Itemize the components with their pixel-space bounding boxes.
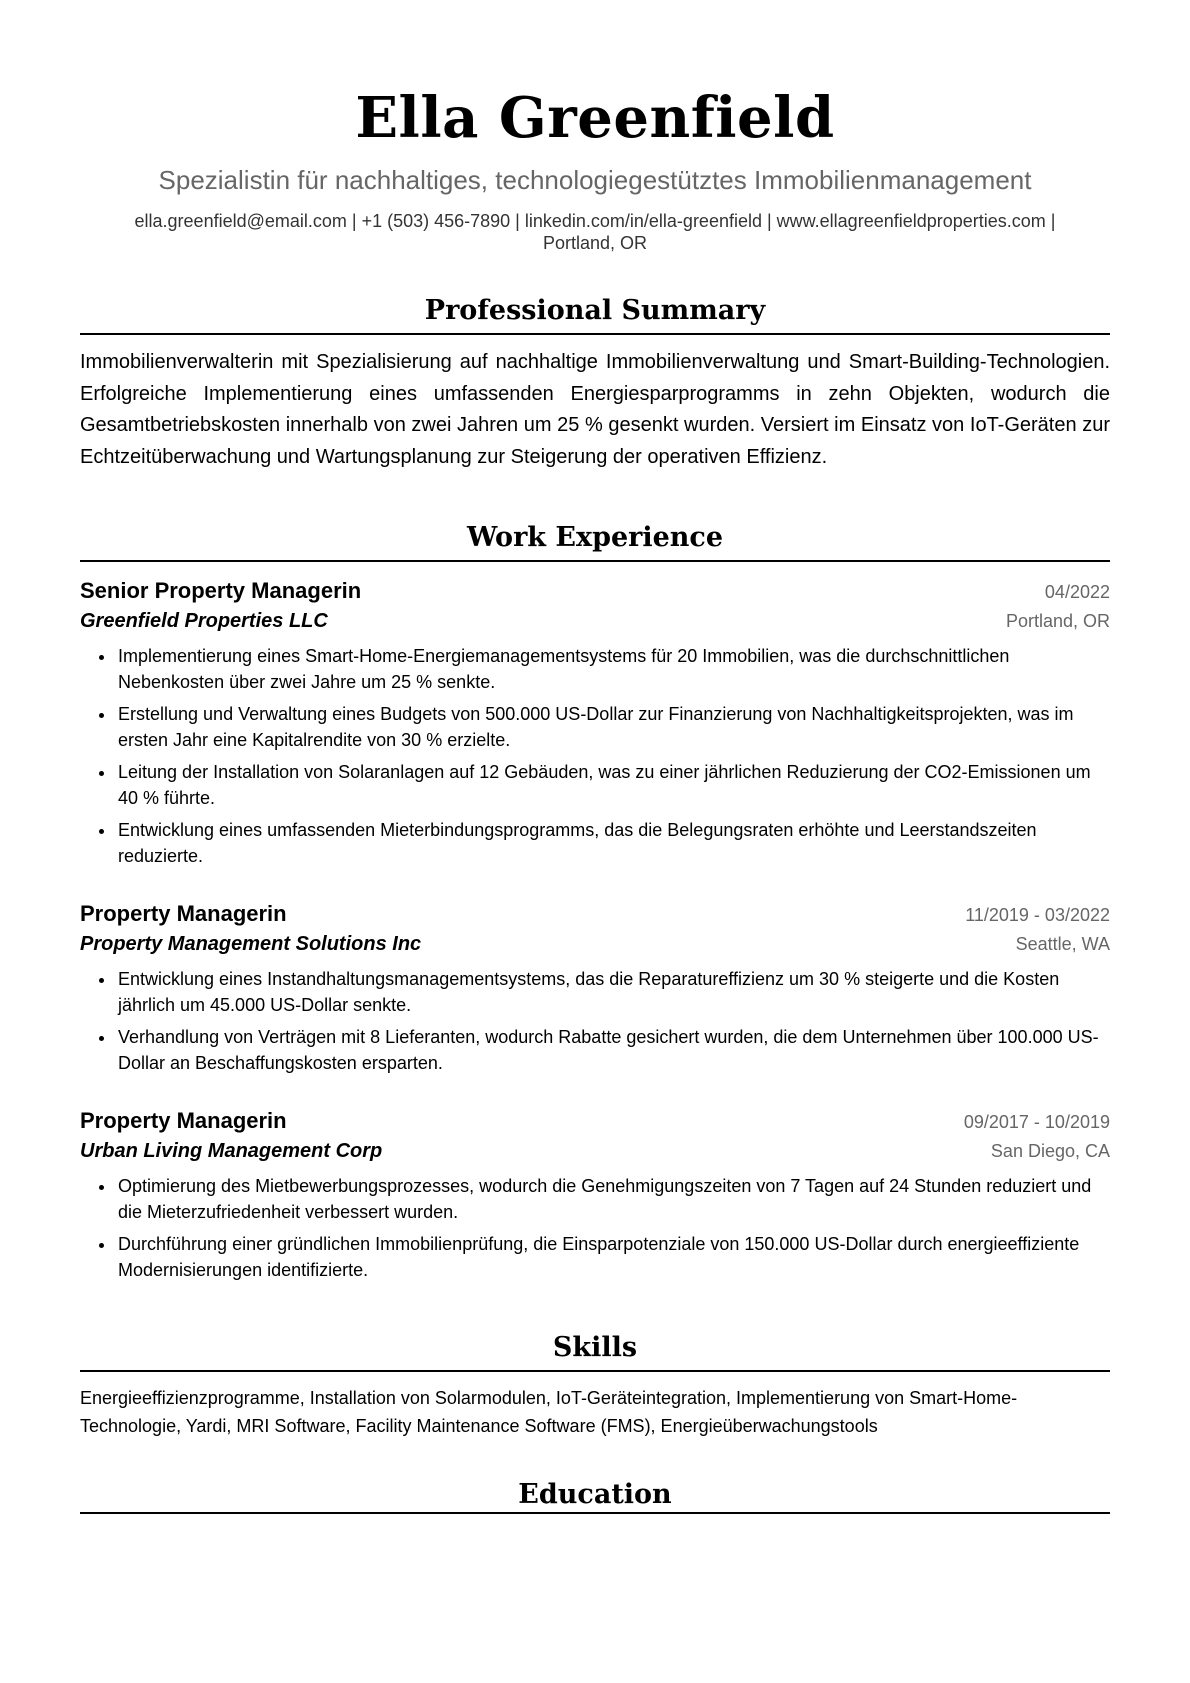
skills-section <box>80 1331 1110 1440</box>
job-title: Property Managerin <box>80 1108 287 1133</box>
job-date: 09/2017 - 10/2019 <box>963 1112 1110 1132</box>
job-bullet: • Verhandlung von Verträgen mit 8 Lieferanten, wodurch Rabatte gesichert wurden, die dem Unternehmen über 100.000 US-Dollar an Beschaffungskosten ersparten. <box>116 1024 1110 1076</box>
job-bullet: • Entwicklung eines Instandhaltungsmanagementsystems, das die Reparatureffizienz um 30 % steigerte und die Kosten jährlich um 45.000 US-Dollar senkte. <box>116 966 1110 1018</box>
skills-text: Energieeffizienzprogramme, Installation von Solarmodulen, IoT-Geräteintegration, Implementierung von Smart-Home-Technologie, Yardi, MRI Software, Facility Maintenance Software (FMS), Energieüberwachungstools <box>80 1388 1018 1436</box>
section-divider <box>80 560 1110 562</box>
job-location: Portland, OR <box>1005 611 1110 631</box>
job-date: 11/2019 - 03/2022 <box>965 905 1110 925</box>
job-bullet: • Erstellung und Verwaltung eines Budgets von 500.000 US-Dollar zur Finanzierung von Nachhaltigkeitsprojekten, was im ersten Jahr eine Kapitalrendite von 30 % erzielte. <box>116 701 1110 753</box>
contact-line: ella.greenfield@email.com | +1 (503) 456-7890 | linkedin.com/in/ella-greenfield | www.ellagreenfieldproperties.com | <box>134 211 1056 231</box>
job-bullets <box>80 643 1110 869</box>
job-location: San Diego, CA <box>990 1141 1110 1161</box>
contact-location: Portland, OR <box>542 233 648 253</box>
job-bullets <box>80 966 1110 1076</box>
contact-info <box>80 210 1110 254</box>
job-bullets <box>80 1173 1110 1283</box>
job-header <box>80 1106 1110 1137</box>
job-bullet: • Entwicklung eines umfassenden Mieterbindungsprogramms, das die Belegungsraten erhöhte und Leerstandszeiten reduzierte. <box>116 817 1110 869</box>
job-entry <box>80 1106 1110 1283</box>
job-date: 04/2022 <box>1044 582 1110 602</box>
job-subheader <box>80 1137 1110 1165</box>
job-bullet: • Durchführung einer gründlichen Immobilienprüfung, die Einsparpotenziale von 150.000 US-Dollar durch energieeffiziente Modernisierungen identifizierte. <box>116 1231 1110 1283</box>
job-bullet: • Leitung der Installation von Solaranlagen auf 12 Gebäuden, was zu einer jährlichen Reduzierung der CO2-Emissionen um 40 % führte. <box>116 759 1110 811</box>
skills-heading: Skills <box>552 1332 638 1363</box>
experience-section <box>80 521 1110 1283</box>
section-divider <box>80 1370 1110 1372</box>
experience-heading: Work Experience <box>466 522 724 553</box>
summary-heading: Professional Summary <box>424 295 766 326</box>
job-subheader <box>80 930 1110 958</box>
job-company: Urban Living Management Corp <box>80 1140 383 1162</box>
summary-section <box>80 294 1110 473</box>
job-location: Seattle, WA <box>1015 934 1110 954</box>
job-entry <box>80 899 1110 1076</box>
job-header <box>80 899 1110 930</box>
job-title: Property Managerin <box>80 901 287 926</box>
job-company: Property Management Solutions Inc <box>80 933 422 955</box>
job-subheader <box>80 607 1110 635</box>
section-divider <box>80 1512 1110 1514</box>
candidate-name: Ella Greenfield <box>355 85 835 151</box>
job-title: Senior Property Managerin <box>80 578 362 603</box>
job-bullet: • Optimierung des Mietbewerbungsprozesses, wodurch die Genehmigungszeiten von 7 Tagen auf 24 Stunden reduziert und die Mieterzufriedenheit verbessert wurden. <box>116 1173 1110 1225</box>
candidate-subtitle: Spezialistin für nachhaltiges, technologiegestütztes Immobilienmanagement <box>158 165 1032 195</box>
summary-text: Immobilienverwalterin mit Spezialisierung auf nachhaltige Immobilienverwaltung und Smart-Building-Technologien. Erfolgreiche Implementierung eines umfassenden Energiesparprogramms in zehn Objekten, wodurch die Gesamtbetriebskosten innerhalb von zwei Jahren um 25 % gesenkt wurden. Versiert im Einsatz von IoT-Geräten zur Echtzeitüberwachung und Wartungsplanung zur Steigerung der operativen Effizienz. <box>80 351 1110 468</box>
job-company: Greenfield Properties LLC <box>80 610 328 632</box>
job-entry <box>80 576 1110 869</box>
job-header <box>80 576 1110 607</box>
education-heading: Education <box>518 1479 672 1510</box>
education-section <box>80 1478 1110 1514</box>
section-divider <box>80 333 1110 335</box>
job-bullet: • Implementierung eines Smart-Home-Energiemanagementsystems für 20 Immobilien, was die durchschnittlichen Nebenkosten über zwei Jahre um 25 % senkte. <box>116 643 1110 695</box>
